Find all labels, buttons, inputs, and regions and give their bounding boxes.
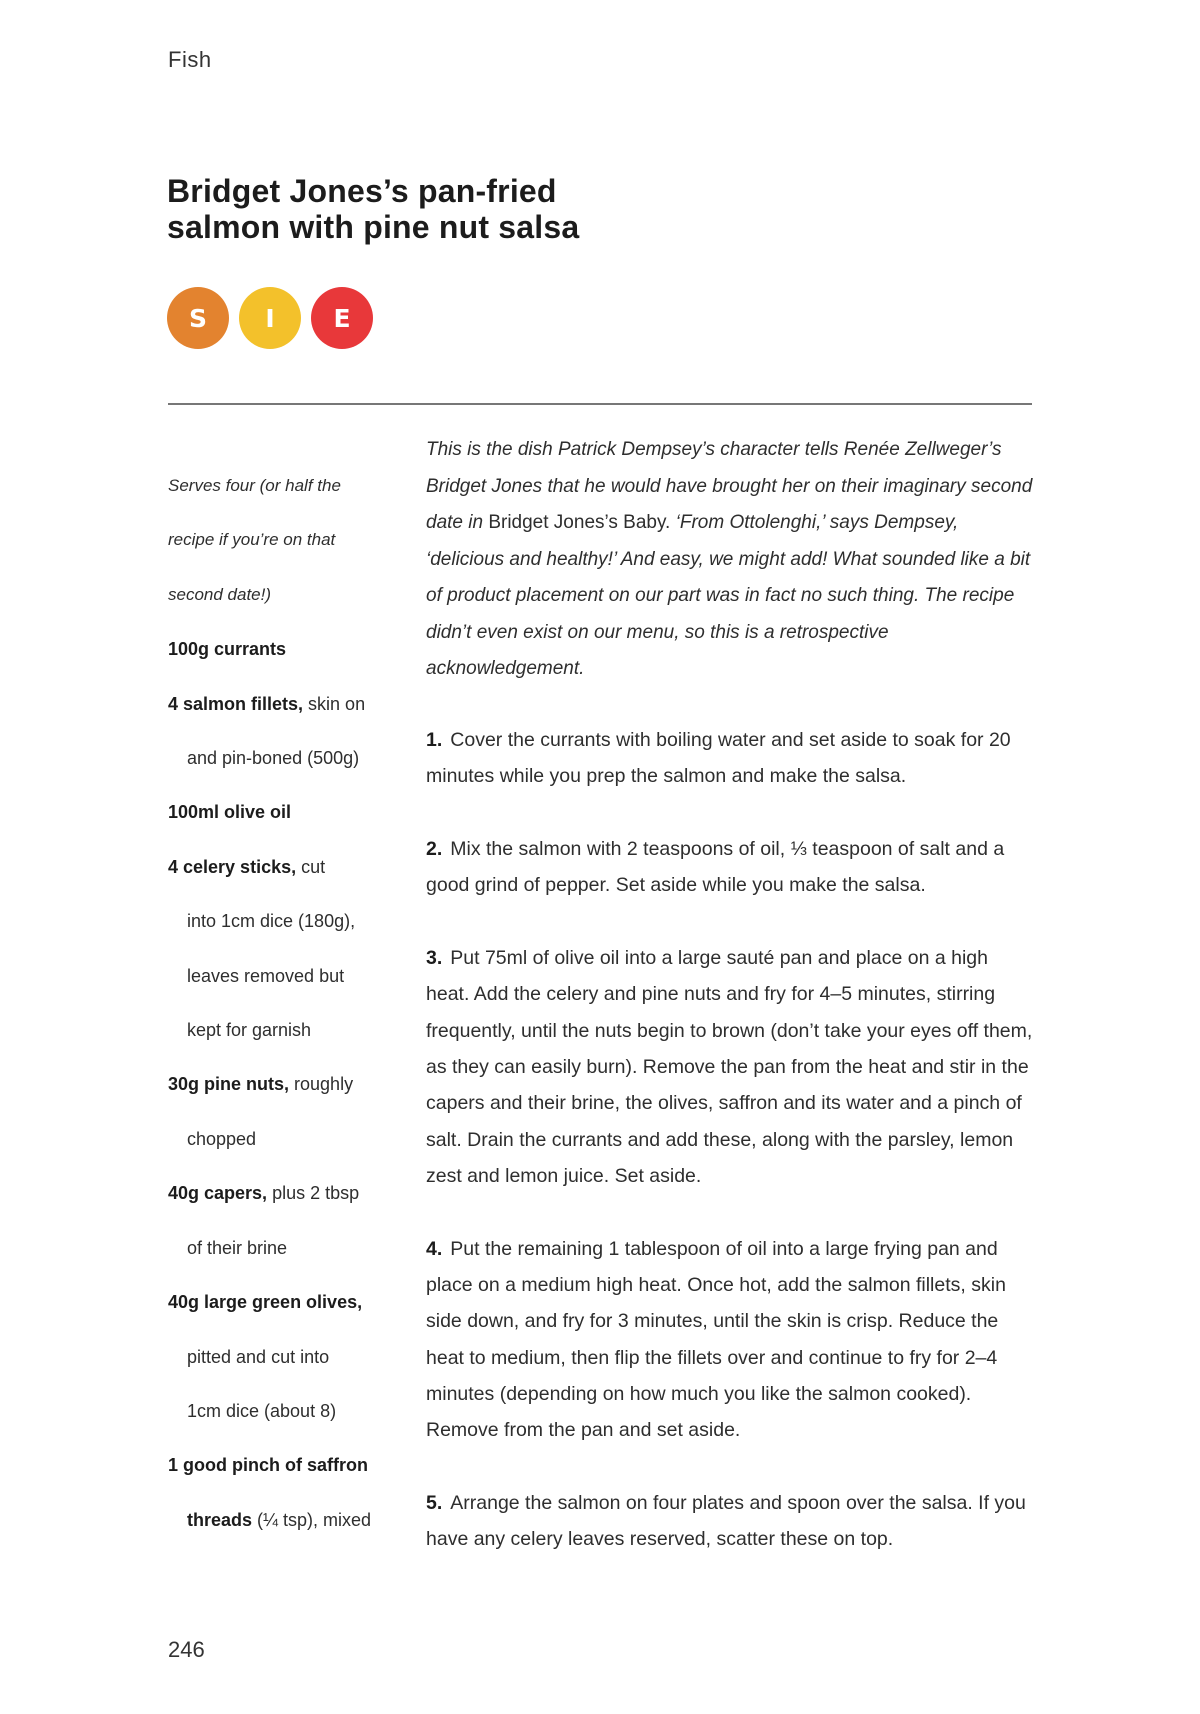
step-text: Cover the currants with boiling water and set aside to soak for 20 minutes while you prep the salmon and make the salsa.: [426, 729, 1011, 788]
method-steps: [426, 722, 1036, 1594]
ingredient-item: 1cm dice (about 8): [187, 1400, 337, 1421]
diet-badges: [167, 287, 373, 349]
ingredient-item: pitted and cut into: [187, 1346, 330, 1367]
serves-line: Serves four (or half the: [168, 476, 341, 495]
step-number: 5.: [426, 1492, 443, 1515]
method-step: [426, 831, 1036, 904]
step-text: Mix the salmon with 2 teaspoons of oil, ⅓ teaspoon of salt and a good grind of pepper. Set aside while you make the salsa.: [426, 838, 1005, 897]
ingredient-item: into 1cm dice (180g),: [187, 911, 356, 932]
ingredient-item: 1 good pinch of saffron: [168, 1455, 368, 1476]
method-step: [426, 940, 1036, 1194]
step-number: 4.: [426, 1237, 443, 1260]
recipe-title: [167, 173, 687, 245]
ingredient-item: 4 celery sticks, cut: [168, 856, 326, 877]
section-divider: [168, 403, 1032, 405]
method-step: [426, 1485, 1036, 1558]
recipe-title-line-1: Bridget Jones’s pan-fried: [167, 173, 557, 209]
ingredient-item: threads (¼ tsp), mixed: [187, 1509, 372, 1530]
intro-paragraph: This is the dish Patrick Dempsey’s character tells Renée Zellweger’s Bridget Jones that he would have brought her on their imaginary second date in Bridget Jones’s Baby. ‘From Ottolenghi,’ says Dempsey, ‘delicious and healthy!’ And easy, we might add! What sounded like a bit of product placement on our part was in fact no such thing. The recipe didn’t even exist on our menu, so this is a retrospective acknowledgement.: [426, 439, 1033, 679]
ingredient-item: kept for garnish: [187, 1020, 312, 1041]
step-number: 2.: [426, 838, 443, 861]
page-number: 246: [168, 1637, 205, 1662]
step-text: Put the remaining 1 tablespoon of oil into a large frying pan and place on a medium high heat. Once hot, add the salmon fillets, skin side down, and fry for 3 minutes, until the skin is crisp. Reduce the heat to medium, then flip the fillets over and continue to fry for 2–4 minutes (depending on how much you like the salmon cooked). Remove from the pan and set aside.: [426, 1237, 1006, 1442]
ingredient-item: 100g currants: [168, 639, 287, 660]
serves-line: second date!): [168, 584, 272, 604]
ingredient-item: leaves removed but: [187, 965, 345, 986]
ingredient-item: of their brine: [187, 1237, 288, 1258]
step-number: 1.: [426, 729, 443, 751]
method-step: [426, 722, 1036, 795]
film-title: Bridget Jones’s Baby.: [488, 512, 671, 533]
ingredient-item: 30g pine nuts, roughly: [168, 1074, 354, 1095]
ingredient-item: 40g capers, plus 2 tbsp: [168, 1183, 360, 1204]
ingredients-list: [168, 459, 408, 1547]
badge-e-icon: E: [311, 287, 373, 349]
section-label: Fish: [168, 47, 212, 72]
ingredient-item: 100ml olive oil: [168, 802, 292, 823]
ingredient-item: 40g large green olives,: [168, 1292, 363, 1313]
ingredient-item: chopped: [187, 1128, 257, 1149]
recipe-title-line-2: salmon with pine nut salsa: [167, 209, 580, 245]
serves-line: recipe if you’re on that: [168, 530, 336, 550]
ingredient-item: 4 salmon fillets, skin on: [168, 693, 366, 714]
step-number: 3.: [426, 947, 443, 970]
step-text: Put 75ml of olive oil into a large sauté pan and place on a high heat. Add the celery and pine nuts and fry for 4–5 minutes, stirring frequently, until the nuts begin to brown (don’t take your eyes off them, as they can easily burn). Remove the pan from the heat and stir in the capers and their brine, the olives, saffron and its water and a pinch of salt. Drain the currants and add these, along with the parsley, lemon zest and lemon juice. Set aside.: [426, 947, 1033, 1187]
method-step: [426, 1231, 1036, 1449]
ingredient-item: and pin-boned (500g): [187, 748, 360, 769]
badge-i-icon: I: [239, 287, 301, 349]
badge-s-icon: S: [167, 287, 229, 349]
step-text: Arrange the salmon on four plates and spoon over the salsa. If you have any celery leaves reserved, scatter these on top.: [426, 1492, 1026, 1551]
